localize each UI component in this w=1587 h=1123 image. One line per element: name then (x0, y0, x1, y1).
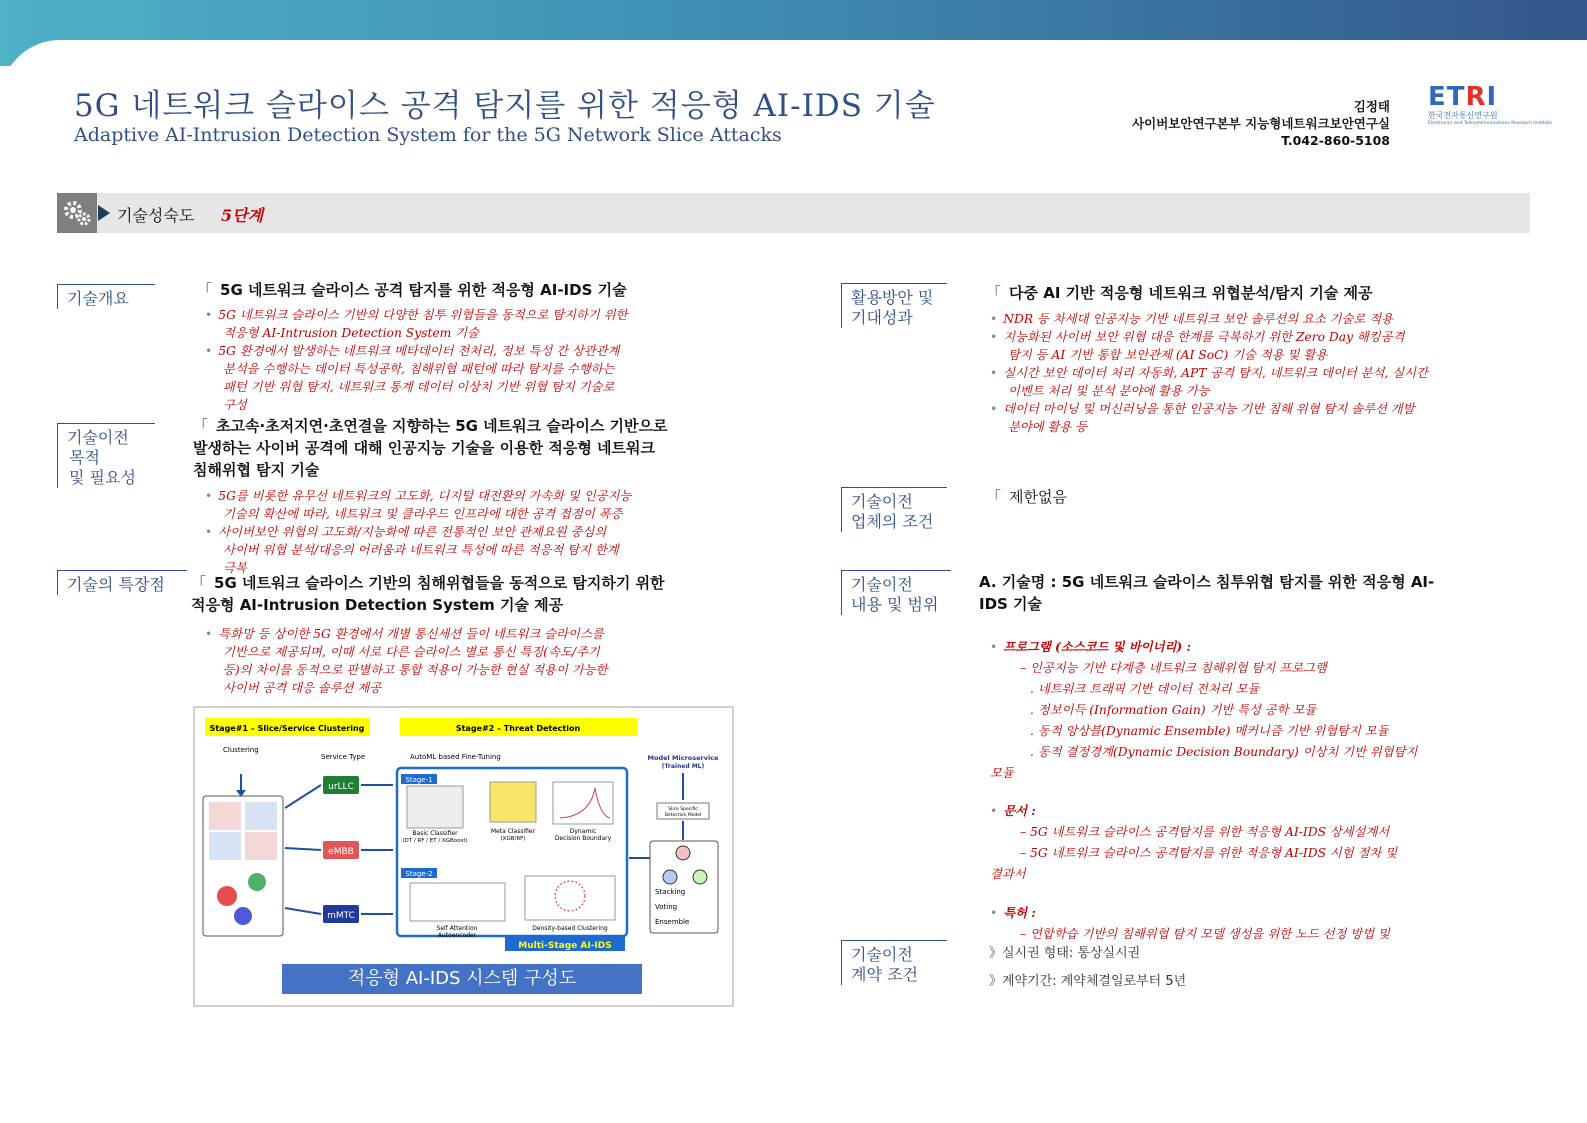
multi-stage-label: Multi-Stage AI-IDS (518, 941, 612, 951)
logo-sub-text-en: Electronics and Telecommunications Research Institute (1428, 121, 1552, 126)
section-label-utilization: 활용방안 및 기대성과 (841, 283, 947, 328)
system-diagram (193, 706, 734, 1007)
list-item: • 지능화된 사이버 보안 위협 대응 한계를 극복하기 위한 Zero Day 해킹공격 탐지 등 AI 기반 통합 보안관제 (AI SoC) 기술 적용 및 활용 (990, 330, 1405, 362)
maturity-value: 5단계 (221, 206, 264, 225)
stage1-tag: Stage-1 (405, 776, 433, 784)
basic-clf-sub: (DT / RF / ET / XGBoost) (402, 838, 468, 844)
conditions-text: 「 제한없음 (986, 488, 1067, 506)
dyn-label: Dynamic (569, 828, 597, 835)
utilization-bullets (990, 310, 1428, 436)
page-title: 5G 네트워크 슬라이스 공격 탐지를 위한 적응형 AI-IDS 기술 (74, 88, 936, 124)
list-item: • 사이버보안 위협의 고도화/지능화에 따른 전통적인 보안 관제요원 중심의 사이버 위협 분석/대응의 어려움과 네트워크 특성에 따른 적응적 탐지 한계 극복 (205, 525, 619, 575)
list-item: • 데이터 마이닝 및 머신러닝을 통한 인공지능 기반 침해 위협 탐지 솔루션 개발 분야에 활용 등 (990, 402, 1415, 434)
embb-label: eMBB (328, 847, 354, 857)
author-phone: T.042-860-5108 (1281, 133, 1390, 148)
voting-label: Voting (655, 903, 678, 911)
page-subtitle: Adaptive AI-Intrusion Detection System for the 5G Network Slice Attacks (74, 124, 782, 146)
scope-heading: A. 기술명 : 5G 네트워크 슬라이스 침투위협 탐지를 위한 적응형 AI- IDS 기술 (979, 573, 1435, 613)
service-type-label: Service Type (321, 753, 366, 761)
meta-clf-label: Meta Classifier (490, 828, 536, 835)
list-item: • 5G 환경에서 발생하는 네트워크 메타데이터 전처리, 정보 특성 간 상관관계 분석을 수행하는 데이터 특성공학, 침해위협 패턴에 따라 탐지를 수행하는 패턴 기반 위협 탐지, 네트워크 통계 데이터 이상치 기반 위협 탐지 기술로 구성 (205, 344, 620, 412)
automl-label: AutoML based Fine-Tuning (410, 753, 501, 761)
scope-patent: • 특허 : – 연합학습 기반의 침해위협 탐지 모델 생성을 위한 노드 선정 방법 및 (990, 905, 1390, 941)
section-label-conditions: 기술이전 업체의 조건 (841, 487, 947, 532)
maturity-label: 기술성숙도 (117, 206, 195, 225)
list-item: • NDR 등 차세대 인공지능 기반 네트워크 보안 솔루션의 요소 기술로 적용 (990, 312, 1393, 326)
self-att-label: Self Attention (436, 925, 478, 932)
utilization-heading: 「 다중 AI 기반 적응형 네트워크 위협분석/탐지 기술 제공 (986, 284, 1373, 302)
slice-model2-label: Detection Model (664, 813, 702, 818)
section-label-scope: 기술이전 내용 및 범위 (841, 570, 951, 615)
features-heading: 「 5G 네트워크 슬라이스 기반의 침해위협들을 동적으로 탐지하기 위한 적응형 AI-Intrusion Detection System 기술 제공 (191, 574, 665, 614)
clustering-label: Clustering (223, 746, 259, 754)
density-label: Density-based Clustering (532, 925, 608, 932)
scope-documents: • 문서 : – 5G 네트워크 슬라이스 공격탐지를 위한 적응형 AI-IDS 상세설계서 – 5G 네트워크 슬라이스 공격탐지를 위한 적응형 AI-IDS 시험 절차 및 결과서 (990, 803, 1398, 881)
maturity-bar (57, 193, 1530, 233)
stacking-label: Stacking (655, 888, 686, 896)
list-item: • 5G 네트워크 슬라이스 기반의 다양한 침투 위협들을 동적으로 탐지하기 위한 적응형 AI-Intrusion Detection System 기술 (205, 308, 628, 340)
slice-model-label: Slice Specific (668, 807, 698, 812)
arrow-right-icon (98, 205, 110, 221)
scope-program: • 프로그램 (소스코드 및 바이너리) : – 인공지능 기반 다계층 네트워크 침해위협 탐지 프로그램 . 네트워크 트래픽 기반 데이터 전처리 모듈 . 정보이득 (Information Gain) 기반 특성 공학 모듈 . 동적 앙상블(Dynamic Ensemble) 메커니즘 기반 위협탐지 모듈 . 동적 결정경계(Dynamic Decision Boundary) 이상치 기반 위협탐지 모듈 (990, 639, 1418, 780)
list-item: • 실시간 보안 데이터 처리 자동화, APT 공격 탐지, 네트워크 데이터 분석, 실시간 이벤트 처리 및 분석 분야에 활용 가능 (990, 366, 1428, 398)
list-item: • 특화망 등 상이한 5G 환경에서 개별 통신세션 들이 네트워크 슬라이스를 기반으로 제공되며, 이때 서로 다른 슬라이스 별로 통신 특징(속도/주기 등)의 차이를 동적으로 판별하고 통합 적용이 가능한 현실 적용이 가능한 사이버 공격 대응 솔루션 제공 (205, 627, 608, 695)
meta-clf-sub: (XGB/RF) (500, 836, 526, 842)
mmtc-label: mMTC (327, 911, 355, 921)
stage1-label: Stage#1 – Slice/Service Clustering (209, 724, 365, 733)
urllc-label: urLLC (328, 782, 354, 792)
logo-sub-text: 한국전자통신연구원 (1428, 111, 1498, 120)
stage2-label: Stage#2 – Threat Detection (455, 724, 581, 733)
logo-main-text: ETRI (1428, 82, 1498, 112)
gear-icon (57, 193, 97, 233)
author-name: 김정태 (1353, 99, 1390, 114)
model-ms-label: Model Microservice (647, 754, 719, 762)
purpose-heading: 「 초고속·초저지연·초연결을 지향하는 5G 네트워크 슬라이스 기반으로 발생하는 사이버 공격에 대해 인공지능 기술을 이용한 적응형 네트워크 침해위협 탐지 기술 (193, 417, 668, 479)
overview-heading: 「 5G 네트워크 슬라이스 공격 탐지를 위한 적응형 AI-IDS 기술 (197, 281, 627, 299)
section-label-contract: 기술이전 계약 조건 (841, 940, 947, 985)
purpose-bullets (205, 487, 631, 577)
section-label-overview: 기술개요 (57, 284, 155, 309)
list-item: • 5G를 비롯한 유무선 네트워크의 고도화, 디지털 대전환의 가속화 및 인공지능 기술의 확산에 따라, 네트워크 및 클라우드 인프라에 대한 공격 접점이 폭증 (205, 489, 632, 521)
features-bullets (205, 625, 607, 697)
section-label-purpose: 기술이전 목적 및 필요성 (57, 423, 155, 488)
author-info (1132, 98, 1390, 149)
overview-bullets (205, 306, 627, 414)
stage2-tag: Stage-2 (405, 870, 433, 878)
dyn2-label: Decision Boundary (554, 835, 612, 842)
contract-line-1: 》실시권 형태: 통상실시권 (989, 946, 1141, 961)
self-att2-label: Autoencoder (437, 932, 477, 939)
figure-caption: 적응형 AI-IDS 시스템 구성도 (282, 964, 642, 994)
etri-logo (1428, 82, 1552, 126)
section-label-features: 기술의 특장점 (57, 570, 187, 595)
trained-ml-label: (Trained ML) (661, 763, 705, 770)
basic-clf-label: Basic Classifier (412, 830, 458, 837)
author-dept: 사이버보안연구본부 지능형네트워크보안연구실 (1132, 116, 1390, 131)
contract-line-2: 》계약기간: 계약체결일로부터 5년 (989, 974, 1187, 989)
ensemble-label: Ensemble (655, 918, 690, 926)
